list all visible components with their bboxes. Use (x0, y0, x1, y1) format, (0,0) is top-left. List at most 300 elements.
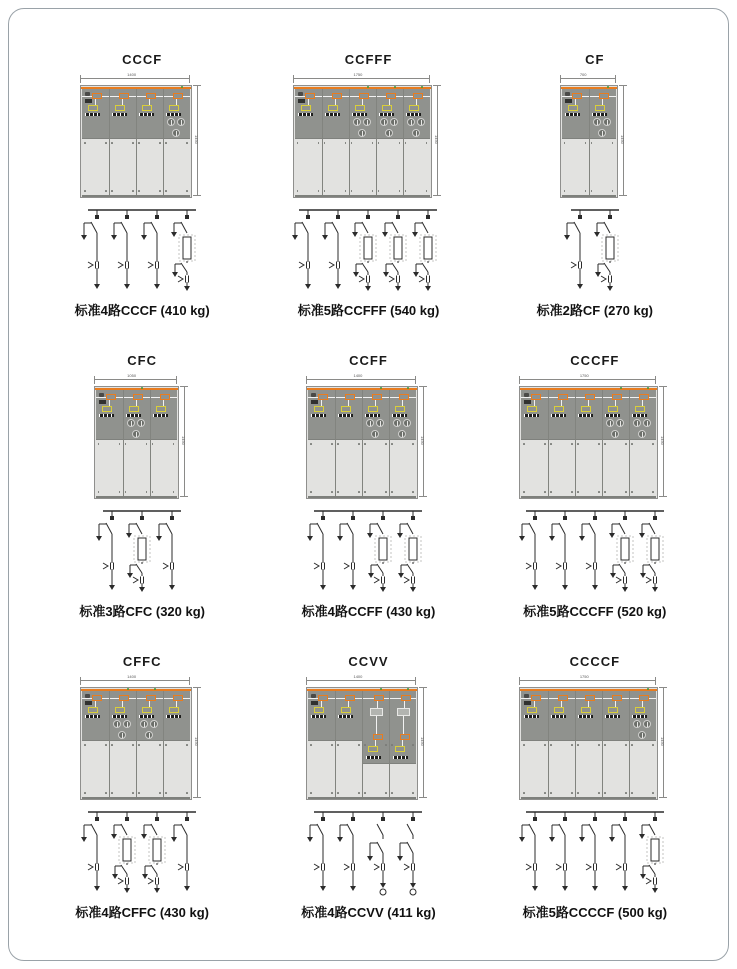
terminal-strip (325, 113, 340, 116)
switch-actuator (401, 695, 411, 701)
earth-switch-actuator (88, 105, 98, 111)
door-screw (631, 792, 633, 794)
bay-separator (389, 691, 390, 797)
dim-width-line (519, 680, 656, 681)
brand-logo (85, 694, 90, 698)
door-screw (84, 744, 86, 746)
door-screw (385, 443, 387, 445)
brand-logo (85, 92, 90, 96)
unit-cell-cccf (29, 39, 255, 340)
dim-width-label: 1750 (579, 674, 589, 679)
switch-actuator (92, 93, 102, 99)
door-screw (324, 142, 326, 144)
door-screw (297, 142, 299, 144)
terminal-strip (85, 113, 100, 116)
door-screw (412, 491, 414, 493)
terminal-strip (551, 414, 566, 417)
earth-switch-actuator (554, 707, 564, 713)
door-screw (523, 491, 525, 493)
switch-actuator (173, 695, 183, 701)
earth-switch-actuator (355, 105, 365, 111)
cabinet-front-view (94, 374, 191, 499)
dim-height-label: 1450 (180, 435, 186, 445)
dim-width-line (306, 379, 416, 380)
door-screw (165, 744, 167, 746)
cabinet-front-view (560, 73, 630, 198)
indicator-dot (394, 86, 396, 88)
dim-width-line (80, 680, 190, 681)
door-screw (391, 792, 393, 794)
door-screw (159, 190, 161, 192)
switch-actuator (612, 394, 622, 400)
unit-title: CCFF (349, 353, 388, 368)
door-screw (412, 792, 414, 794)
fuse-knob (417, 118, 425, 126)
door-screw (385, 792, 387, 794)
door-screw (544, 792, 546, 794)
bay-separator (575, 390, 576, 496)
door-screw (598, 443, 600, 445)
door-screw (318, 142, 320, 144)
cabinet-front-view (80, 675, 204, 800)
cabinet-base (521, 797, 656, 799)
door-screw (173, 443, 175, 445)
earth-switch-actuator (301, 105, 311, 111)
door-screw (337, 744, 339, 746)
unit-cell-ccfff (255, 39, 481, 340)
brand-logo (311, 393, 316, 397)
door-screw (564, 142, 566, 144)
earth-switch-actuator (568, 105, 578, 111)
terminal-strip (406, 113, 421, 116)
door-screw (364, 491, 366, 493)
door-screw (412, 744, 414, 746)
unit-cell-cfc (29, 340, 255, 641)
door-screw (412, 443, 414, 445)
door-screw (625, 792, 627, 794)
terminal-strip (392, 414, 407, 417)
earth-switch-actuator (368, 406, 378, 412)
door-screw (612, 142, 614, 144)
switch-actuator (558, 394, 568, 400)
door-screw (351, 190, 353, 192)
unit-title: CF (585, 52, 605, 67)
unit-title: CCCCF (569, 654, 621, 669)
single-line-diagram (558, 202, 632, 298)
door-screw (98, 491, 100, 493)
cabinet-body (80, 85, 192, 198)
dim-width-label: 700 (579, 72, 587, 77)
door-screw (331, 443, 333, 445)
cabinet-body (519, 687, 658, 800)
bay-separator (136, 89, 137, 195)
terminal-strip (605, 715, 620, 718)
door-screw (358, 792, 360, 794)
earth-switch-actuator (314, 406, 324, 412)
door-screw (105, 190, 107, 192)
unit-caption: 标准4路CCVV (411 kg) (301, 905, 436, 920)
earth-switch-actuator (527, 707, 537, 713)
fuse-knob (412, 129, 420, 137)
door-screw (544, 744, 546, 746)
dim-width-line (80, 78, 190, 79)
terminal-strip (393, 756, 408, 759)
unit-title: CFC (127, 353, 158, 368)
earth-switch-actuator (142, 707, 152, 713)
door-screw (550, 744, 552, 746)
terminal-strip (153, 414, 168, 417)
switch-actuator (146, 93, 156, 99)
terminal-strip (578, 414, 593, 417)
terminal-strip (338, 715, 353, 718)
door-screw (132, 190, 134, 192)
switch-actuator (106, 394, 116, 400)
fuse-knob (132, 430, 140, 438)
door-screw (544, 491, 546, 493)
nameplate (311, 701, 318, 705)
switch-actuator (119, 695, 129, 701)
door-screw (152, 491, 154, 493)
door-screw (372, 190, 374, 192)
dim-height-label: 1450 (420, 736, 426, 746)
dim-height-label: 1450 (420, 435, 426, 445)
unit-title: CCVV (348, 654, 389, 669)
dim-height-label: 1450 (660, 435, 666, 445)
door-screw (111, 142, 113, 144)
door-screw (652, 491, 654, 493)
switch-actuator (92, 695, 102, 701)
door-screw (364, 443, 366, 445)
unit-cell-cccff (482, 340, 708, 641)
door-screw (405, 142, 407, 144)
door-screw (426, 142, 428, 144)
dim-width-line (306, 680, 416, 681)
unit-caption: 标准4路CCFF (430 kg) (301, 604, 436, 619)
cabinet-body (306, 386, 418, 499)
terminal-strip (311, 715, 326, 718)
door-screw (625, 491, 627, 493)
bay-separator (548, 691, 549, 797)
earth-switch-actuator (635, 707, 645, 713)
cabinet-base (82, 797, 190, 799)
dim-height-label: 1450 (433, 134, 439, 144)
fuse-knob (358, 129, 366, 137)
brand-logo (311, 694, 316, 698)
door-screw (598, 491, 600, 493)
door-screw (111, 792, 113, 794)
single-line-diagram (513, 503, 677, 599)
switch-actuator (146, 695, 156, 701)
door-screw (604, 491, 606, 493)
switch-actuator (572, 93, 582, 99)
indicator-dot (141, 387, 143, 389)
earth-switch-actuator (102, 406, 112, 412)
terminal-strip (632, 414, 647, 417)
fuse-knob (353, 118, 361, 126)
terminal-strip (365, 414, 380, 417)
earth-switch-actuator (608, 406, 618, 412)
fuse-knob (598, 129, 606, 137)
door-screw (591, 142, 593, 144)
dim-height-label: 1450 (619, 134, 625, 144)
door-screw (631, 491, 633, 493)
fuse-knob (127, 419, 135, 427)
earth-switch-actuator (595, 105, 605, 111)
door-screw (571, 744, 573, 746)
switch-actuator (531, 394, 541, 400)
door-screw (351, 142, 353, 144)
door-screw (331, 491, 333, 493)
door-screw (399, 142, 401, 144)
dim-width-label: 1400 (353, 373, 363, 378)
door-screw (165, 142, 167, 144)
door-screw (345, 142, 347, 144)
switch-actuator (318, 695, 328, 701)
brand-logo (524, 393, 529, 397)
bay-separator (109, 691, 110, 797)
switch-actuator (558, 695, 568, 701)
earth-switch-actuator (395, 746, 405, 752)
door-screw (577, 491, 579, 493)
door-screw (585, 190, 587, 192)
cabinet-front-view (519, 374, 670, 499)
earth-switch-actuator (314, 707, 324, 713)
unit-caption: 标准5路CCCFF (520 kg) (523, 604, 667, 619)
cabinet-front-view (519, 675, 670, 800)
earth-switch-actuator (409, 105, 419, 111)
door-screw (310, 792, 312, 794)
single-line-diagram (90, 503, 194, 599)
nameplate (524, 701, 531, 705)
units-grid (29, 39, 708, 942)
bay-separator (163, 89, 164, 195)
door-screw (378, 190, 380, 192)
nameplate (298, 99, 305, 103)
bay-separator (335, 390, 336, 496)
single-line-diagram (286, 202, 450, 298)
switch-actuator (332, 93, 342, 99)
switch-actuator (413, 93, 423, 99)
door-screw (165, 792, 167, 794)
single-line-diagram (75, 804, 209, 900)
cabinet-front-view (306, 374, 430, 499)
terminal-strip (379, 113, 394, 116)
door-screw (152, 443, 154, 445)
nameplate (85, 99, 92, 103)
door-screw (625, 443, 627, 445)
door-screw (310, 744, 312, 746)
earth-switch-actuator (169, 105, 179, 111)
earth-switch-actuator (395, 406, 405, 412)
switch-actuator (639, 394, 649, 400)
switch-actuator (599, 93, 609, 99)
cabinet-base (96, 496, 177, 498)
door-screw (604, 744, 606, 746)
earth-switch-actuator (341, 406, 351, 412)
terminal-strip (99, 414, 114, 417)
door-screw (577, 744, 579, 746)
door-screw (111, 744, 113, 746)
earth-switch-actuator (635, 406, 645, 412)
door-screw (310, 491, 312, 493)
bay-separator (362, 691, 363, 797)
cabinet-body (94, 386, 179, 499)
bay-separator (389, 390, 390, 496)
unit-caption: 标准4路CFFC (430 kg) (75, 905, 209, 920)
door-screw (337, 443, 339, 445)
door-screw (564, 190, 566, 192)
dim-width-label: 1400 (353, 674, 363, 679)
nameplate (85, 701, 92, 705)
bay-separator (335, 691, 336, 797)
switch-actuator (585, 394, 595, 400)
switch-actuator (305, 93, 315, 99)
terminal-strip (605, 414, 620, 417)
unit-title: CCCF (122, 52, 163, 67)
door-screw (598, 792, 600, 794)
terminal-strip (139, 113, 154, 116)
breaker-module (397, 708, 410, 716)
brand-logo (99, 393, 104, 397)
door-screw (186, 792, 188, 794)
brand-logo (298, 92, 303, 96)
door-screw (358, 443, 360, 445)
door-screw (571, 792, 573, 794)
door-screw (385, 744, 387, 746)
terminal-strip (578, 715, 593, 718)
terminal-strip (592, 113, 607, 116)
door-screw (550, 792, 552, 794)
bay-separator (376, 89, 377, 195)
door-screw (297, 190, 299, 192)
door-screw (577, 792, 579, 794)
dim-height-label: 1450 (194, 736, 200, 746)
door-screw (399, 190, 401, 192)
cabinet-base (308, 797, 416, 799)
door-screw (84, 142, 86, 144)
fuse-knob (380, 118, 388, 126)
bay-separator (629, 691, 630, 797)
dim-width-label: 1750 (579, 373, 589, 378)
bay-separator (548, 390, 549, 496)
cabinet-base (562, 195, 616, 197)
door-screw (84, 792, 86, 794)
cabinet-base (308, 496, 416, 498)
door-screw (119, 443, 121, 445)
door-screw (105, 142, 107, 144)
door-screw (337, 792, 339, 794)
cabinet-front-view (306, 675, 430, 800)
bay-separator (403, 89, 404, 195)
dim-width-label: 1400 (127, 674, 137, 679)
door-screw (159, 792, 161, 794)
door-screw (364, 744, 366, 746)
cabinet-body (80, 687, 192, 800)
bay-separator (349, 89, 350, 195)
earth-switch-actuator (328, 105, 338, 111)
door-screw (138, 744, 140, 746)
door-screw (132, 792, 134, 794)
bay-separator (629, 390, 630, 496)
dim-width-label: 1750 (353, 72, 363, 77)
switch-actuator (585, 695, 595, 701)
terminal-strip (632, 715, 647, 718)
door-screw (591, 190, 593, 192)
unit-title: CCCFF (570, 353, 620, 368)
fuse-knob (363, 118, 371, 126)
bay-separator (136, 691, 137, 797)
door-screw (105, 792, 107, 794)
earth-switch-actuator (382, 105, 392, 111)
unit-cell-ccvv (255, 641, 481, 942)
cabinet-body (293, 85, 432, 198)
switch-actuator (372, 394, 382, 400)
door-screw (571, 491, 573, 493)
door-screw (125, 443, 127, 445)
page-border (8, 8, 729, 961)
switch-actuator (173, 93, 183, 99)
brand-logo (565, 92, 570, 96)
terminal-strip (166, 113, 181, 116)
door-screw (577, 443, 579, 445)
terminal-strip (551, 715, 566, 718)
door-screw (146, 491, 148, 493)
unit-caption: 标准3路CFC (320 kg) (79, 604, 206, 619)
terminal-strip (298, 113, 313, 116)
bay-separator (322, 89, 323, 195)
door-screw (125, 491, 127, 493)
door-screw (324, 190, 326, 192)
earth-switch-actuator (88, 707, 98, 713)
door-screw (98, 443, 100, 445)
earth-switch-actuator (527, 406, 537, 412)
fuse-knob (390, 118, 398, 126)
door-screw (132, 142, 134, 144)
door-screw (604, 792, 606, 794)
terminal-strip (139, 715, 154, 718)
earth-switch-actuator (554, 406, 564, 412)
door-screw (391, 443, 393, 445)
switch-actuator (612, 695, 622, 701)
nameplate (524, 400, 531, 404)
unit-cell-cf (482, 39, 708, 340)
unit-title: CFFC (122, 654, 162, 669)
switch-actuator (318, 394, 328, 400)
door-screw (523, 792, 525, 794)
single-line-diagram (301, 503, 435, 599)
unit-caption: 标准5路CCCCF (500 kg) (522, 905, 668, 920)
door-screw (84, 190, 86, 192)
indicator-dot (607, 86, 609, 88)
terminal-strip (112, 113, 127, 116)
door-screw (631, 443, 633, 445)
nameplate (565, 99, 572, 103)
unit-cell-cffc (29, 641, 255, 942)
door-screw (652, 443, 654, 445)
earth-switch-actuator (341, 707, 351, 713)
door-screw (111, 190, 113, 192)
cabinet-base (82, 195, 190, 197)
door-screw (378, 142, 380, 144)
earth-switch-actuator (115, 707, 125, 713)
door-screw (165, 190, 167, 192)
door-screw (119, 491, 121, 493)
earth-switch-actuator (169, 707, 179, 713)
switch-actuator (119, 93, 129, 99)
unit-caption: 标准4路CCCF (410 kg) (74, 303, 210, 318)
earth-switch-actuator (115, 105, 125, 111)
switch-actuator (374, 695, 384, 701)
